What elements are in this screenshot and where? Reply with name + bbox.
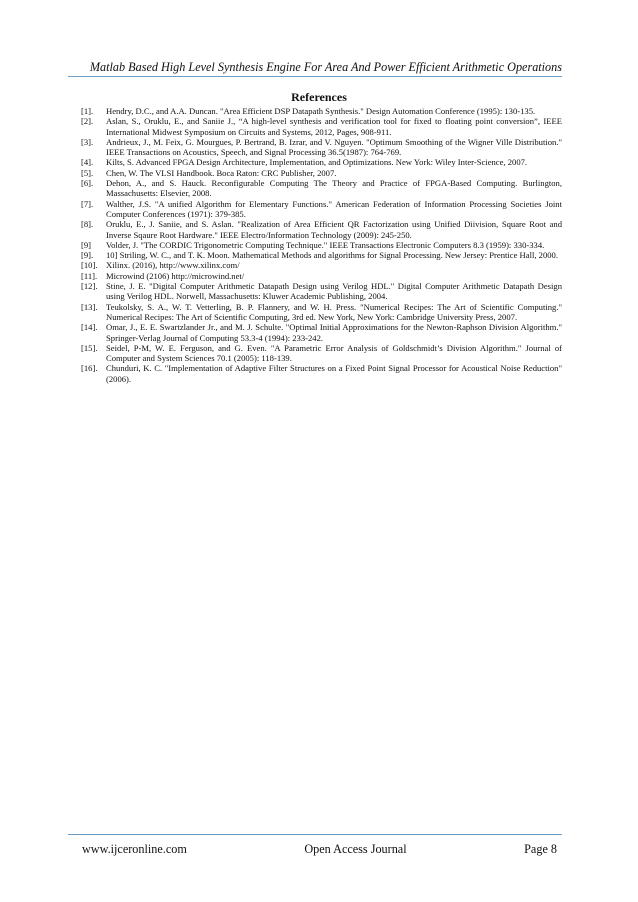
reference-number: [5]. <box>81 167 94 178</box>
reference-text: Walther, J.S. "A unified Algorithm for Elementary Functions." American Federation of Information Processing Societies Joint Computer Conferences (1971): 379-385. <box>106 198 562 219</box>
reference-number: [4]. <box>81 157 94 168</box>
reference-text: Aslan, S., Oruklu, E., and Saniie J., “A high-level synthesis and verification tool for fixed to floating point conversion”, IEEE International Midwest Symposium on Circuits and Systems, 2012, Pages, 908-911. <box>106 116 562 137</box>
reference-number: [7]. <box>81 198 94 209</box>
reference-number: [9]. <box>81 250 94 261</box>
reference-item <box>81 137 562 158</box>
reference-item <box>81 363 562 384</box>
reference-item <box>81 240 562 250</box>
reference-item <box>81 116 562 137</box>
reference-text: Andrieux, J., M. Feix, G. Mourgues, P. Bertrand, B. Izrar, and V. Nguyen. "Optimum Smoothing of the Wigner Ville Distribution." IEEE Transactions on Acoustics, Speech, and Signal Processing 36.5(1987): 764-769. <box>106 136 562 158</box>
footer-page-number: Page 8 <box>524 842 557 856</box>
reference-text: Dehon, A., and S. Hauck. Reconfigurable Computing The Theory and Practice of FPGA-Based Computing. Burlington, Massachusetts: Elsevier, 2008. <box>106 178 562 199</box>
reference-text: Stine, J. E. "Digital Computer Arithmetic Datapath Design using Verilog HDL." Digital Computer Arithmetic Datapath Design using Verilog HDL. Norwell, Massachusetts: Kluwer Academic Publishing, 2004. <box>106 281 562 302</box>
reference-text: Seidel, P-M, W. E. Ferguson, and G. Even. "A Parametric Error Analysis of Goldschmidt’s Division Algorithm." Journal of Computer and System Sciences 70.1 (2005): 118-139. <box>106 342 562 364</box>
reference-text: Omar, J., E. E. Swartzlander Jr., and M. J. Schulte. "Optimal Initial Approximations for the Newton-Raphson Division Algorithm." Springer-Verlag Journal of Computing 53.3-4 (1994): 233-242. <box>106 322 562 343</box>
reference-item <box>81 157 562 167</box>
reference-number: [13]. <box>81 301 98 312</box>
reference-item <box>81 343 562 364</box>
reference-number: [14]. <box>81 322 98 333</box>
page-footer <box>82 842 557 857</box>
reference-number: [10]. <box>81 260 98 271</box>
reference-item <box>81 281 562 302</box>
reference-item <box>81 168 562 178</box>
reference-number: [16]. <box>81 363 98 374</box>
reference-number: [8]. <box>81 219 94 230</box>
reference-list <box>81 106 562 384</box>
reference-number: [15]. <box>81 342 98 353</box>
reference-text: Chen, W. The VLSI Handbook. Boca Raton: CRC Publisher, 2007. <box>106 167 337 178</box>
reference-item <box>81 322 562 343</box>
reference-text: Teukolsky, S. A., W. T. Vetterling, B. P. Flannery, and W. H. Press. "Numerical Recipes: The Art of Scientific Computing." Numerical Recipes: The Art of Scientific Computing, 3rd ed. New York, New York: Cambridge University Press, 2007. <box>106 301 562 322</box>
reference-text: 10] Striling, W. C., and T. K. Moon. Mathematical Methods and algorithms for Signal Processing. New Jersey: Prentice Hall, 2000. <box>106 250 558 261</box>
reference-text: Microwind (2106) http://microwind.net/ <box>106 270 245 281</box>
footer-divider <box>68 834 562 835</box>
reference-text: Oruklu, E., J. Saniie, and S. Aslan. "Realization of Area Efficient QR Factorization using Unified Diivision, Square Root and Inverse Sqaure Root Hardware." IEEE Electro/Information Technology (2009): 245-250. <box>106 219 562 240</box>
reference-text: Chunduri, K. C. "Implementation of Adaptive Filter Structures on a Fixed Point Signal Processor for Acoustical Noise Reduction" (2006). <box>106 363 562 384</box>
reference-item <box>81 260 562 270</box>
footer-website: www.ijceronline.com <box>82 842 187 856</box>
reference-item <box>81 271 562 281</box>
reference-number: [1]. <box>81 106 94 116</box>
reference-number: [11]. <box>81 270 98 281</box>
reference-item <box>81 199 562 220</box>
reference-item <box>81 106 562 116</box>
reference-item <box>81 302 562 323</box>
reference-text: Volder, J. "The CORDIC Trigonometric Computing Technique." IEEE Transactions Electronic Computers 8.3 (1959): 330-334. <box>106 239 545 250</box>
reference-item <box>81 178 562 199</box>
references-heading: References <box>291 90 347 104</box>
reference-number: [2]. <box>81 116 94 127</box>
reference-number: [3]. <box>81 136 94 147</box>
reference-text: Hendry, D.C., and A.A. Duncan. "Area Efficient DSP Datapath Synthesis." Design Automation Conference (1995): 130-135. <box>106 106 536 116</box>
reference-item <box>81 219 562 240</box>
reference-text: Kilts, S. Advanced FPGA Design Architecture, Implementation, and Optimizations. New York: Wiley Inter-Science, 2007. <box>106 157 528 168</box>
footer-journal-label: Open Access Journal <box>304 842 407 856</box>
reference-text: Xilinx. (2016), http://www.xilinx.com/ <box>106 260 240 271</box>
reference-number: [12]. <box>81 281 98 292</box>
running-header: Matlab Based High Level Synthesis Engine For Area And Power Efficient Arithmetic Operations <box>89 60 562 74</box>
reference-number: [9] <box>81 239 92 250</box>
reference-number: [6]. <box>81 178 94 189</box>
header-divider <box>68 76 562 77</box>
reference-item <box>81 250 562 260</box>
